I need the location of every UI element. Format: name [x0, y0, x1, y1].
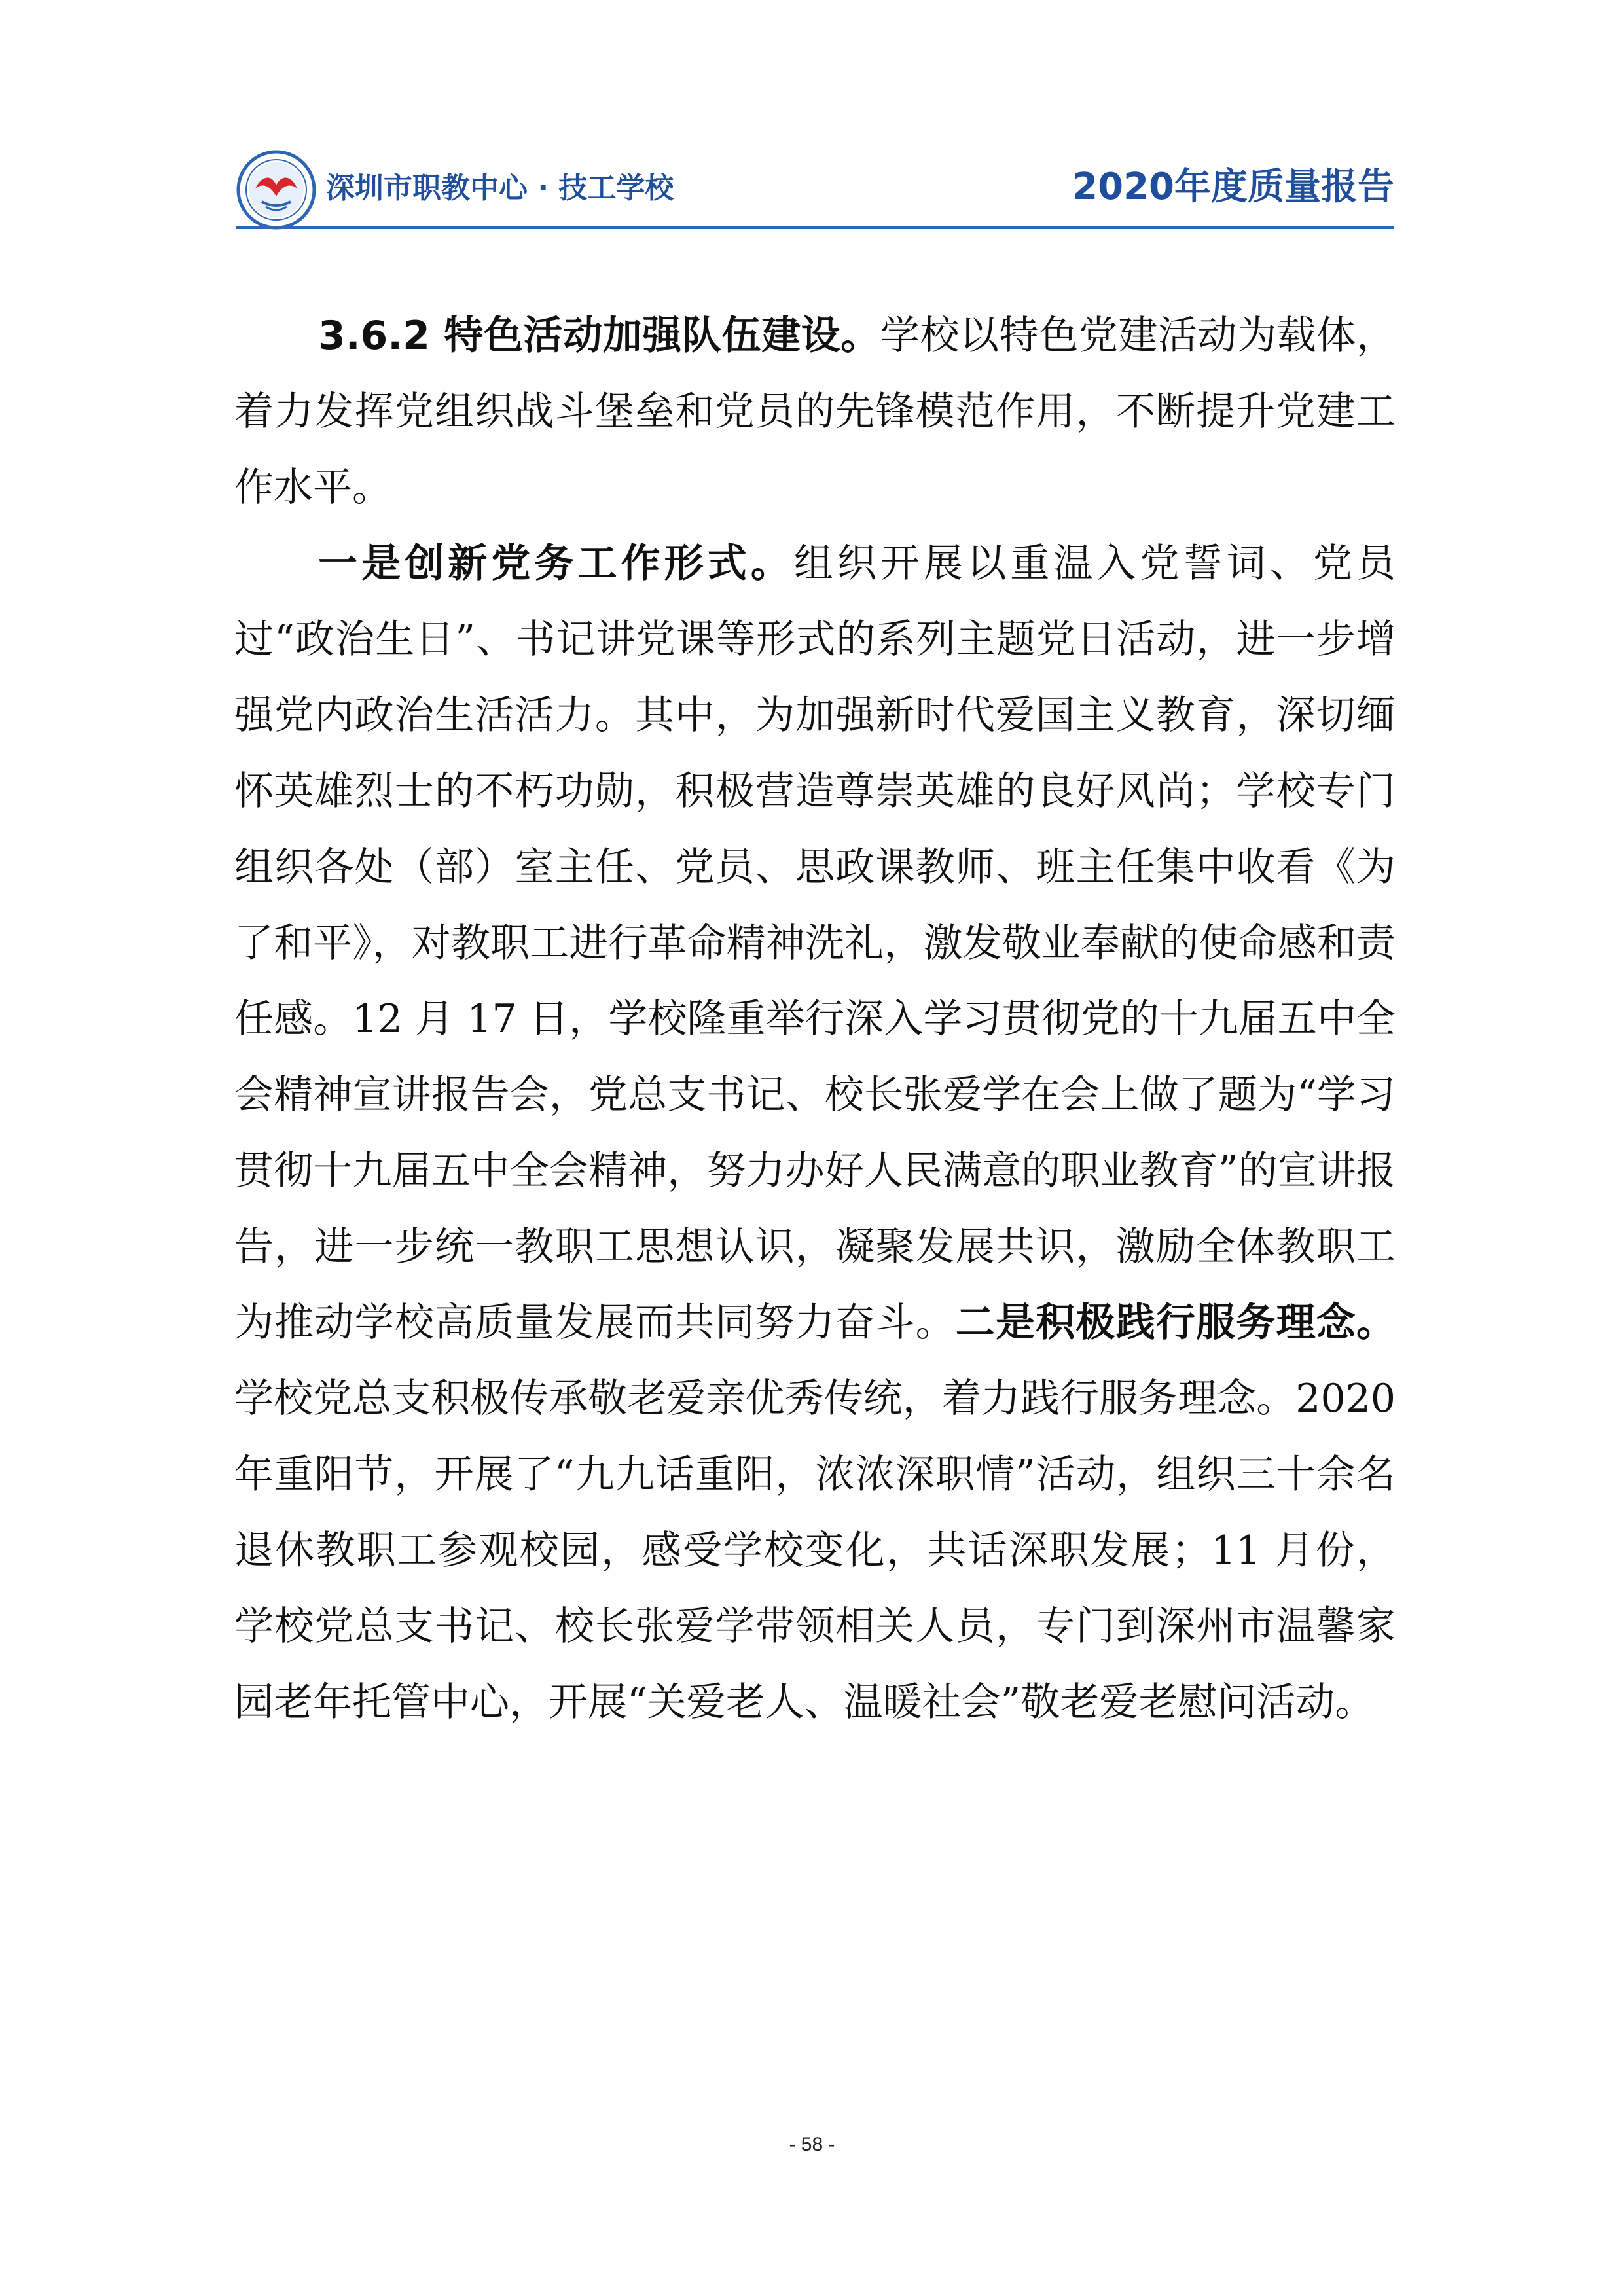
page-header [236, 143, 1394, 228]
school-name: 深圳市职教中心 · 技工学校 [326, 171, 674, 205]
point-heading-two: 二是积极践行服务理念。 [955, 1300, 1396, 1346]
school-emblem-icon [236, 149, 317, 230]
header-divider [236, 226, 1394, 229]
paragraph-section-3-6-2 [234, 298, 1396, 526]
paragraph-party-activities [234, 526, 1396, 1740]
page-number: - 58 - [789, 2134, 835, 2155]
paragraph-text: 学校党总支积极传承敬老爱亲优秀传统，着力践行服务理念。2020年重阳节，开展了“九九话重阳，浓浓深职情”活动，组织三十余名退休教职工参观校园，感受学校变化，共话深职发展；11 月份，学校党总支书记、校长张爱学带领相关人员，专门到深州市温馨家园老年托管中心，开展“关爱老人、温暖社会”敬老爱老慰问活动。 [234, 1376, 1396, 1725]
point-heading-one: 一是创新党务工作形式。 [318, 541, 794, 586]
document-body [234, 298, 1396, 1740]
paragraph-text: 学校以特色党建活动为载体，着力发挥党组织战斗堡垒和党员的先锋模范作用，不断提升党建工作水平。 [234, 313, 1396, 511]
report-title: 2020年度质量报告 [1072, 166, 1394, 208]
section-heading: 3.6.2 特色活动加强队伍建设。 [318, 313, 880, 359]
paragraph-text: 组织开展以重温入党誓词、党员过“政治生日”、书记讲党课等形式的系列主题党日活动，进一步增强党内政治生活活力。其中，为加强新时代爱国主义教育，深切缅怀英雄烈士的不朽功勋，积极营造尊崇英雄的良好风尚；学校专门组织各处（部）室主任、党员、思政课教师、班主任集中收看《为了和平》，对教职工进行革命精神洗礼，激发敬业奉献的使命感和责任感。12 月 17 日，学校隆重举行深入学习贯彻党的十九届五中全会精神宣讲报告会，党总支书记、校长张爱学在会上做了题为“学习贯彻十九届五中全会精神，努力办好人民满意的职业教育”的宣讲报告，进一步统一教职工思想认识，凝聚发展共识，激励全体教职工为推动学校高质量发展而共同努力奋斗。 [234, 541, 1396, 1346]
